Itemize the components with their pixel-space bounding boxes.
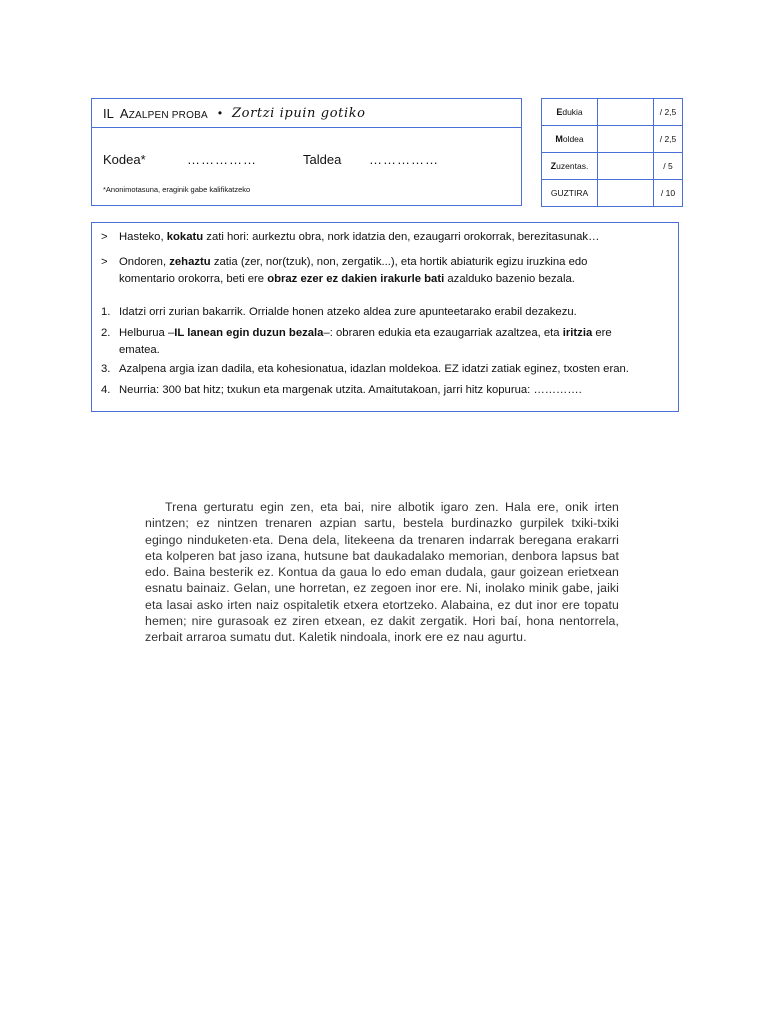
grade-row	[542, 153, 683, 180]
exam-title-row	[92, 99, 521, 128]
instruction-text	[119, 231, 599, 243]
list-marker: 4.	[101, 384, 111, 396]
grade-score-cell[interactable]	[598, 180, 654, 207]
plain-text: Helburua –	[119, 327, 175, 339]
grade-criterion-rest: uzentas.	[556, 161, 589, 171]
instruction-text	[119, 273, 575, 285]
grade-max: / 2,5	[654, 126, 683, 153]
grade-criterion	[542, 126, 598, 153]
emphasis-text: obraz ezer ez dakien irakurle bati	[267, 273, 445, 285]
grade-max: / 10	[654, 180, 683, 207]
grade-criterion-rest: dukia	[562, 107, 583, 117]
grade-score-cell[interactable]	[598, 99, 654, 126]
grade-criterion-initial: Z	[550, 161, 557, 171]
anonymity-note: *Anonimotasuna, eraginik gabe kalifikatzeko	[103, 185, 251, 194]
grade-criterion	[542, 153, 598, 180]
instruction-text	[119, 306, 577, 318]
instruction-text	[119, 384, 582, 396]
grade-score-cell[interactable]	[598, 153, 654, 180]
plain-text: ere	[592, 327, 612, 339]
instruction-text	[119, 256, 587, 268]
group-field[interactable]: ……………	[369, 152, 439, 167]
course-code: IL	[103, 105, 114, 121]
list-marker: >	[101, 231, 108, 243]
grade-row	[542, 99, 683, 126]
passage-text: Trena gerturatu egin zen, eta bai, nire albotik igaro zen. Hala ere, onik irten nintzen; ez nintzen trenaren azpian sartu, bestela burdinazko gurpilek txiki-txiki egingo ninduketen·eta. Dena dela, litekeena da trenaren indarrak beregana erakarri eta kolperen bat jaso izana, hutsune bat daukadalako memorian, denbora lapsus bat edo. Baina besterik ez. Kontua da gaua lo edo eman dudala, gaur goizean erietxean esnatu bainaiz. Gelan, une horretan, ez zegoen inor ere. Ni, inolako minik gabe, jaiki eta lasai asko irten naiz ospitaletik etxera etortzeko. Alabaina, ez dut inor ere topatu hemen; nire gurasoak ez ziren etxean, ez dakit zergatik. Hori baí, hona nentorrela, zerbait arraroa sumatu dut. Kaletik nindoala, inork ere ez nau agurtu.	[145, 500, 619, 645]
grade-table	[541, 98, 683, 207]
grade-row	[542, 126, 683, 153]
grade-max: / 2,5	[654, 99, 683, 126]
emphasis-text: zehaztu	[169, 256, 211, 268]
instruction-text	[119, 327, 612, 339]
emphasis-text: iritzia	[562, 327, 593, 339]
list-marker: >	[101, 256, 108, 268]
exam-type-rest: ZALPEN PROBA	[128, 109, 208, 121]
instruction-text	[119, 363, 629, 375]
code-label: Kodea*	[103, 152, 146, 167]
grade-criterion-initial: E	[556, 107, 563, 117]
grade-criterion-rest: oldea	[562, 134, 584, 144]
emphasis-text: kokatu	[166, 231, 204, 243]
work-title: Zortzi ipuin gotiko	[232, 105, 366, 121]
exam-type	[120, 106, 208, 121]
plain-text: ematea.	[119, 344, 160, 356]
grade-criterion-initial: M	[555, 134, 563, 144]
group-label: Taldea	[303, 152, 342, 167]
plain-text: Azalpena argia izan dadila, eta kohesionatua, idazlan moldekoa. EZ idatzi zatiak eginez, txosten eran.	[119, 363, 629, 375]
title-separator: •	[217, 106, 223, 120]
list-marker: 2.	[101, 327, 111, 339]
plain-text: zati hori: aurkeztu obra, nork idatzia den, ezaugarri orokorrak, berezitasunak…	[203, 231, 600, 243]
exam-header-box	[91, 98, 522, 206]
plain-text: Idatzi orri zurian bakarrik. Orrialde honen atzeko aldea zure apunteetarako erabil dezakezu.	[119, 306, 577, 318]
plain-text: azalduko bazenio bezala.	[444, 273, 575, 285]
plain-text: zatia (zer, nor(tzuk), non, zergatik...), eta hortik abiaturik egizu iruzkina edo	[210, 256, 588, 268]
list-marker: 3.	[101, 363, 111, 375]
grade-criterion-rest: GUZTIRA	[550, 188, 589, 198]
emphasis-text: IL lanean egin duzun bezala	[174, 327, 324, 339]
plain-text: Neurria: 300 bat hitz; txukun eta margenak utzita. Amaitutakoan, jarri hitz kopurua: ………….	[119, 384, 582, 396]
grade-criterion	[542, 180, 598, 207]
grade-score-cell[interactable]	[598, 126, 654, 153]
plain-text: Ondoren,	[119, 256, 170, 268]
plain-text: komentario orokorra, beti ere	[119, 273, 268, 285]
plain-text: –: obraren edukia eta ezaugarriak azaltzea, eta	[323, 327, 563, 339]
list-marker: 1.	[101, 306, 111, 318]
code-field[interactable]: ……………	[187, 152, 257, 167]
grade-criterion	[542, 99, 598, 126]
instruction-text	[119, 344, 160, 356]
instructions-box	[91, 222, 679, 412]
grade-row	[542, 180, 683, 207]
exam-type-initial: A	[119, 105, 129, 121]
plain-text: Hasteko,	[119, 231, 167, 243]
grade-max: / 5	[654, 153, 683, 180]
